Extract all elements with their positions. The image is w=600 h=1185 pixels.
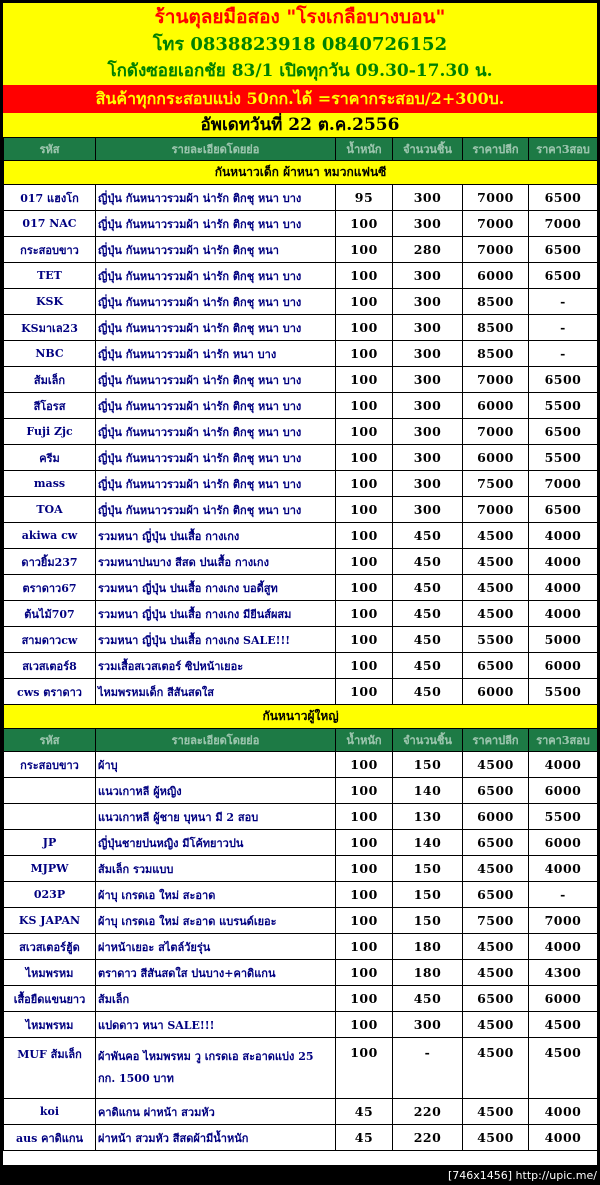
product-description: ผ่าหน้าเยอะ สไตล์วัยรุ่น [96, 934, 336, 960]
price-3-sacks: 4300 [529, 960, 598, 986]
header-weight [336, 729, 393, 752]
weight-kg: 100 [336, 986, 393, 1012]
product-code: สเวสเตอร์8 [4, 653, 96, 679]
header-description [96, 138, 336, 161]
price-3-sacks: 4500 [529, 1012, 598, 1038]
table-row [4, 653, 598, 679]
product-code: NBC [4, 341, 96, 367]
product-description: ส้มเล็ก [96, 986, 336, 1012]
table-row [4, 263, 598, 289]
price-3-sacks: 6500 [529, 367, 598, 393]
shop-name-banner: ร้านตุลยมือสอง "โรงเกลือบางบอน" [3, 3, 597, 31]
table-row [4, 419, 598, 445]
price-3-sacks: 6500 [529, 419, 598, 445]
product-code: สเวสเตอร์ฮู้ด [4, 934, 96, 960]
piece-count: 220 [393, 1125, 463, 1151]
retail-price: 7500 [463, 471, 529, 497]
piece-count: 300 [393, 185, 463, 211]
column-header-row [4, 729, 598, 752]
product-code: ส้มเล็ก [4, 367, 96, 393]
piece-count: 300 [393, 315, 463, 341]
product-code: 017 แฮงโก [4, 185, 96, 211]
retail-price: 4500 [463, 752, 529, 778]
product-code: TET [4, 263, 96, 289]
product-code: สีโอรส [4, 393, 96, 419]
weight-kg: 100 [336, 882, 393, 908]
retail-price: 8500 [463, 289, 529, 315]
retail-price: 7000 [463, 185, 529, 211]
retail-price: 4500 [463, 856, 529, 882]
weight-kg: 100 [336, 471, 393, 497]
retail-price: 6000 [463, 679, 529, 705]
table-row [4, 289, 598, 315]
piece-count: 180 [393, 960, 463, 986]
product-code: KSมาเล23 [4, 315, 96, 341]
product-description: ผ้าพันคอ ไหมพรหม วู เกรดเอ สะอาดแบ่ง 25 กก. 1500 บาท [96, 1038, 336, 1099]
piece-count: 450 [393, 575, 463, 601]
table-row [4, 882, 598, 908]
price-3-sacks: 5500 [529, 679, 598, 705]
retail-price: 7000 [463, 497, 529, 523]
section-title-row [4, 705, 598, 729]
piece-count: 300 [393, 211, 463, 237]
product-code: เสื้อยืดแขนยาว [4, 986, 96, 1012]
product-description: ผ่าหน้า สวมหัว สีสดผ้ามีน้ำหนัก [96, 1125, 336, 1151]
retail-price: 6500 [463, 986, 529, 1012]
piece-count: 150 [393, 908, 463, 934]
table-row [4, 679, 598, 705]
header-weight-label: น้ำหนัก [346, 143, 382, 156]
product-code: ตราดาว67 [4, 575, 96, 601]
table-row [4, 445, 598, 471]
table-row [4, 575, 598, 601]
product-description: ญี่ปุ่น กันหนาวรวมผ้า น่ารัก ติกชุ หนา บาง [96, 289, 336, 315]
piece-count: 450 [393, 601, 463, 627]
weight-kg: 100 [336, 549, 393, 575]
weight-kg: 100 [336, 445, 393, 471]
table-row [4, 804, 598, 830]
piece-count: 150 [393, 882, 463, 908]
weight-kg: 45 [336, 1099, 393, 1125]
product-code: KS JAPAN [4, 908, 96, 934]
piece-count: - [393, 1038, 463, 1099]
price-3-sacks: - [529, 289, 598, 315]
retail-price: 4500 [463, 960, 529, 986]
product-code: MUF ส้มเล็ก [4, 1038, 96, 1099]
piece-count: 150 [393, 856, 463, 882]
retail-price: 4500 [463, 1099, 529, 1125]
product-description: ญี่ปุ่นชายปนหญิง มีโค้ทยาวปน [96, 830, 336, 856]
price-3-sacks: 6000 [529, 778, 598, 804]
product-code: ดาวยิ้ม237 [4, 549, 96, 575]
product-code: ครีม [4, 445, 96, 471]
price-table [3, 137, 597, 1151]
price-3-sacks: 4000 [529, 549, 598, 575]
table-row [4, 752, 598, 778]
piece-count: 300 [393, 367, 463, 393]
product-description: รวมเสื้อสเวสเตอร์ ซิปหน้าเยอะ [96, 653, 336, 679]
header-price-3-sacks-label: ราคา3สอบ [536, 143, 590, 156]
weight-kg: 100 [336, 523, 393, 549]
weight-kg: 100 [336, 419, 393, 445]
price-3-sacks: 6500 [529, 237, 598, 263]
retail-price: 6500 [463, 830, 529, 856]
retail-price: 8500 [463, 315, 529, 341]
split-sack-offer: สินค้าทุกกระสอบแบ่ง 50กก.ได้ =ราคากระสอบ/2+300บ. [3, 85, 597, 113]
table-row [4, 1099, 598, 1125]
product-code: mass [4, 471, 96, 497]
weight-kg: 100 [336, 211, 393, 237]
header-code-label: รหัส [39, 734, 60, 747]
column-header-row [4, 138, 598, 161]
weight-kg: 100 [336, 497, 393, 523]
piece-count: 450 [393, 549, 463, 575]
product-description: ผ้าบุ เกรดเอ ใหม่ สะอาด แบรนด์เยอะ [96, 908, 336, 934]
retail-price: 4500 [463, 1012, 529, 1038]
retail-price: 4500 [463, 1038, 529, 1099]
price-3-sacks: 6500 [529, 497, 598, 523]
table-row [4, 1125, 598, 1151]
price-3-sacks: 4000 [529, 1125, 598, 1151]
product-code: akiwa cw [4, 523, 96, 549]
product-description: ญี่ปุ่น กันหนาวรวมผ้า น่ารัก ติกชุ หนา บาง [96, 393, 336, 419]
product-code: koi [4, 1099, 96, 1125]
product-description: ผ้าบุ เกรดเอ ใหม่ สะอาด [96, 882, 336, 908]
table-row [4, 830, 598, 856]
piece-count: 300 [393, 445, 463, 471]
piece-count: 140 [393, 778, 463, 804]
table-row [4, 523, 598, 549]
weight-kg: 100 [336, 679, 393, 705]
price-3-sacks: 7000 [529, 211, 598, 237]
table-row [4, 601, 598, 627]
price-3-sacks: 4000 [529, 934, 598, 960]
price-3-sacks: 6000 [529, 653, 598, 679]
product-description: ญี่ปุ่น กันหนาวรวมผ้า น่ารัก หนา บาง [96, 341, 336, 367]
product-description: รวมหนา ญี่ปุ่น ปนเสื้อ กางเกง บอดี้สูท [96, 575, 336, 601]
weight-kg: 100 [336, 575, 393, 601]
piece-count: 450 [393, 653, 463, 679]
table-row [4, 237, 598, 263]
weight-kg: 100 [336, 804, 393, 830]
product-code [4, 804, 96, 830]
weight-kg: 95 [336, 185, 393, 211]
product-description: ญี่ปุ่น กันหนาวรวมผ้า น่ารัก ติกชุ หนา บาง [96, 315, 336, 341]
product-code: TOA [4, 497, 96, 523]
product-description: ญี่ปุ่น กันหนาวรวมผ้า น่ารัก ติกชุ หนา บาง [96, 211, 336, 237]
price-3-sacks: 4000 [529, 575, 598, 601]
piece-count: 300 [393, 497, 463, 523]
price-3-sacks: 6000 [529, 986, 598, 1012]
price-3-sacks: 5500 [529, 804, 598, 830]
header-price-3-sacks [529, 729, 598, 752]
piece-count: 450 [393, 627, 463, 653]
retail-price: 5500 [463, 627, 529, 653]
header-description-label: รายละเอียดโดยย่อ [171, 143, 260, 156]
weight-kg: 100 [336, 1038, 393, 1099]
price-3-sacks: 6500 [529, 263, 598, 289]
product-description: แปดดาว หนา SALE!!! [96, 1012, 336, 1038]
price-3-sacks: 4000 [529, 752, 598, 778]
price-3-sacks: - [529, 315, 598, 341]
price-3-sacks: 7000 [529, 471, 598, 497]
header-retail-price-label: ราคาปลีก [472, 143, 519, 156]
retail-price: 7000 [463, 237, 529, 263]
piece-count: 300 [393, 341, 463, 367]
piece-count: 450 [393, 523, 463, 549]
weight-kg: 100 [336, 237, 393, 263]
product-code: ต้นไม้707 [4, 601, 96, 627]
product-description: ส้มเล็ก รวมแบบ [96, 856, 336, 882]
piece-count: 180 [393, 934, 463, 960]
header-price-3-sacks-label: ราคา3สอบ [536, 734, 590, 747]
retail-price: 4500 [463, 523, 529, 549]
product-code [4, 778, 96, 804]
header-retail-price [463, 729, 529, 752]
product-code: ไหมพรหม [4, 960, 96, 986]
product-description: ญี่ปุ่น กันหนาวรวมผ้า น่ารัก ติกชุ หนา [96, 237, 336, 263]
product-description: ญี่ปุ่น กันหนาวรวมผ้า น่ารัก ติกชุ หนา บาง [96, 419, 336, 445]
retail-price: 7500 [463, 908, 529, 934]
price-3-sacks: 4000 [529, 1099, 598, 1125]
product-description: รวมหนาปนบาง สีสด ปนเสื้อ กางเกง [96, 549, 336, 575]
weight-kg: 100 [336, 263, 393, 289]
header-code [4, 729, 96, 752]
header-pieces-label: จำนวนชิ้น [403, 734, 452, 747]
product-description: รวมหนา ญี่ปุ่น ปนเสื้อ กางเกง [96, 523, 336, 549]
table-row [4, 908, 598, 934]
section-title: กันหนาวเด็ก ผ้าหนา หมวกแฟนซี [4, 161, 598, 185]
header-pieces [393, 729, 463, 752]
weight-kg: 100 [336, 934, 393, 960]
retail-price: 6000 [463, 445, 529, 471]
retail-price: 6500 [463, 653, 529, 679]
piece-count: 300 [393, 393, 463, 419]
piece-count: 220 [393, 1099, 463, 1125]
retail-price: 4500 [463, 1125, 529, 1151]
piece-count: 280 [393, 237, 463, 263]
image-host-credit: [746x1456] http://upic.me/ [447, 1169, 597, 1182]
piece-count: 300 [393, 471, 463, 497]
weight-kg: 100 [336, 367, 393, 393]
product-code: 017 NAC [4, 211, 96, 237]
product-description: ญี่ปุ่น กันหนาวรวมผ้า น่ารัก ติกชุ หนา บาง [96, 497, 336, 523]
retail-price: 4500 [463, 934, 529, 960]
section-title-row [4, 161, 598, 185]
product-description: ญี่ปุ่น กันหนาวรวมผ้า น่ารัก ติกชุ หนา บาง [96, 445, 336, 471]
weight-kg: 100 [336, 856, 393, 882]
product-description: ญี่ปุ่น กันหนาวรวมผ้า น่ารัก ติกชุ หนา บาง [96, 263, 336, 289]
table-row [4, 185, 598, 211]
table-row [4, 986, 598, 1012]
weight-kg: 100 [336, 752, 393, 778]
retail-price: 6500 [463, 882, 529, 908]
product-description: ญี่ปุ่น กันหนาวรวมผ้า น่ารัก ติกชุ หนา บาง [96, 367, 336, 393]
price-3-sacks: 4500 [529, 1038, 598, 1099]
product-code: KSK [4, 289, 96, 315]
product-description: ญี่ปุ่น กันหนาวรวมผ้า น่ารัก ติกชุ หนา บาง [96, 471, 336, 497]
piece-count: 150 [393, 752, 463, 778]
table-row [4, 1038, 598, 1099]
section-title: กันหนาวผู้ใหญ่ [4, 705, 598, 729]
product-code: สามดาวcw [4, 627, 96, 653]
price-3-sacks: 5000 [529, 627, 598, 653]
header-retail-price [463, 138, 529, 161]
weight-kg: 100 [336, 908, 393, 934]
piece-count: 450 [393, 679, 463, 705]
weight-kg: 100 [336, 393, 393, 419]
retail-price: 7000 [463, 419, 529, 445]
phone-numbers: โทร 0838823918 0840726152 [3, 31, 597, 58]
header-weight-label: น้ำหนัก [346, 734, 382, 747]
table-row [4, 934, 598, 960]
header-code [4, 138, 96, 161]
header-pieces [393, 138, 463, 161]
product-description: ญี่ปุ่น กันหนาวรวมผ้า น่ารัก ติกชุ หนา บาง [96, 185, 336, 211]
product-description: ผ้าบุ [96, 752, 336, 778]
product-description: รวมหนา ญี่ปุ่น ปนเสื้อ กางเกง SALE!!! [96, 627, 336, 653]
price-3-sacks: 5500 [529, 393, 598, 419]
table-row [4, 211, 598, 237]
weight-kg: 100 [336, 653, 393, 679]
product-code: cws ตราดาว [4, 679, 96, 705]
table-row [4, 341, 598, 367]
table-row [4, 471, 598, 497]
weight-kg: 100 [336, 289, 393, 315]
header-retail-price-label: ราคาปลีก [472, 734, 519, 747]
table-row [4, 627, 598, 653]
product-code: Fuji Zjc [4, 419, 96, 445]
price-3-sacks: - [529, 341, 598, 367]
header-description-label: รายละเอียดโดยย่อ [171, 734, 260, 747]
product-code: MJPW [4, 856, 96, 882]
price-3-sacks: - [529, 882, 598, 908]
retail-price: 6500 [463, 778, 529, 804]
weight-kg: 100 [336, 778, 393, 804]
product-code: ไหมพรหม [4, 1012, 96, 1038]
product-description: ไหมพรหมเด็ก สีสันสดใส [96, 679, 336, 705]
table-row [4, 1012, 598, 1038]
piece-count: 300 [393, 289, 463, 315]
product-description: คาดิแกน ผ่าหน้า สวมหัว [96, 1099, 336, 1125]
product-code: กระสอบขาว [4, 752, 96, 778]
table-row [4, 856, 598, 882]
weight-kg: 100 [336, 341, 393, 367]
header-pieces-label: จำนวนชิ้น [403, 143, 452, 156]
price-3-sacks: 7000 [529, 908, 598, 934]
table-row [4, 393, 598, 419]
table-row [4, 960, 598, 986]
weight-kg: 100 [336, 315, 393, 341]
warehouse-location-hours: โกดังซอยเอกชัย 83/1 เปิดทุกวัน 09.30-17.30 น. [3, 58, 597, 85]
product-code: JP [4, 830, 96, 856]
retail-price: 4500 [463, 601, 529, 627]
piece-count: 300 [393, 1012, 463, 1038]
product-description: ตราดาว สีสันสดใส ปนบาง+คาดิแกน [96, 960, 336, 986]
weight-kg: 100 [336, 601, 393, 627]
retail-price: 7000 [463, 211, 529, 237]
header-price-3-sacks [529, 138, 598, 161]
price-3-sacks: 4000 [529, 523, 598, 549]
weight-kg: 100 [336, 1012, 393, 1038]
product-description: แนวเกาหลี ผู้ชาย บุหนา มี 2 สอบ [96, 804, 336, 830]
retail-price: 6000 [463, 393, 529, 419]
piece-count: 140 [393, 830, 463, 856]
product-code: aus คาดิแกน [4, 1125, 96, 1151]
weight-kg: 100 [336, 627, 393, 653]
retail-price: 7000 [463, 367, 529, 393]
retail-price: 4500 [463, 549, 529, 575]
piece-count: 300 [393, 419, 463, 445]
price-3-sacks: 4000 [529, 856, 598, 882]
weight-kg: 45 [336, 1125, 393, 1151]
product-description: แนวเกาหลี ผู้หญิง [96, 778, 336, 804]
price-3-sacks: 6500 [529, 185, 598, 211]
retail-price: 4500 [463, 575, 529, 601]
retail-price: 6000 [463, 804, 529, 830]
weight-kg: 100 [336, 830, 393, 856]
table-row [4, 778, 598, 804]
table-row [4, 367, 598, 393]
header-code-label: รหัส [39, 143, 60, 156]
table-row [4, 315, 598, 341]
product-description: รวมหนา ญี่ปุ่น ปนเสื้อ กางเกง มียีนส์ผสม [96, 601, 336, 627]
update-date: อัพเดทวันที่ 22 ต.ค.2556 [3, 113, 597, 137]
price-3-sacks: 4000 [529, 601, 598, 627]
weight-kg: 100 [336, 960, 393, 986]
price-list-sheet [3, 3, 597, 1165]
retail-price: 6000 [463, 263, 529, 289]
header-weight [336, 138, 393, 161]
piece-count: 300 [393, 263, 463, 289]
product-code: 023P [4, 882, 96, 908]
piece-count: 450 [393, 986, 463, 1012]
header-description [96, 729, 336, 752]
product-code: กระสอบขาว [4, 237, 96, 263]
table-row [4, 497, 598, 523]
price-3-sacks: 5500 [529, 445, 598, 471]
table-row [4, 549, 598, 575]
retail-price: 8500 [463, 341, 529, 367]
price-3-sacks: 6000 [529, 830, 598, 856]
piece-count: 130 [393, 804, 463, 830]
